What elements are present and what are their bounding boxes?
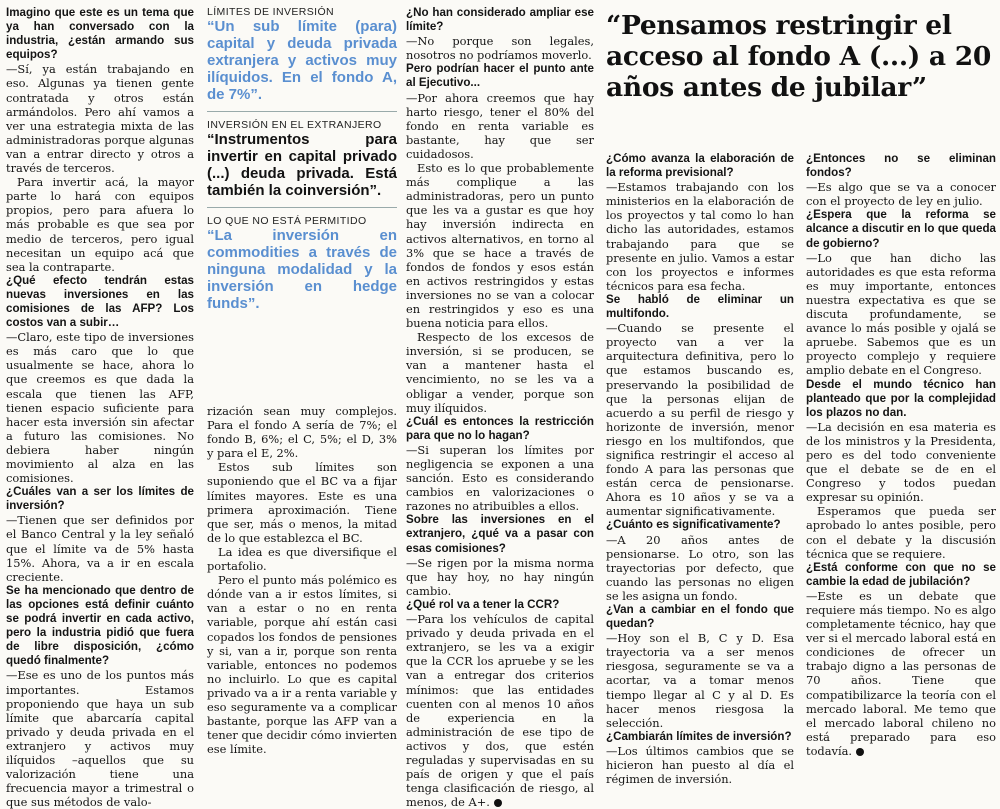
answer-paragraph: —Cuando se presente el proyecto van a ver la arquitectura definitiva, pero lo que estamos buscando es, preservando la posibilidad de que la personas elijan de acuerdo a su perfil de riesgo y horizonte de inversión, menor riesgo en los multifondos, que significa restringir el acceso al fondo A para las personas que están cerca de pensionarse. Ahora es 10 años y se va a aumentar significativamente. — [606, 321, 794, 519]
quote-box-label: LÍMITES DE INVERSIÓN — [207, 6, 335, 18]
answer-paragraph: La idea es que diversifique el portafolio. — [207, 544, 397, 574]
quote-box-limits — [207, 6, 397, 103]
answer-paragraph: —Tienen que ser definidos por el Banco Central y la ley señaló que el límite va de 5% hasta 15%. Ahora, va a ir en escala creciente. — [6, 513, 194, 584]
interview-question: ¿Qué efecto tendrán estas nuevas inversiones en las comisiones de las AFP? Los costos van a subir… — [6, 273, 194, 330]
quote-box-label: INVERSIÓN EN EL EXTRANJERO — [207, 119, 382, 131]
quote-box-not-allowed — [207, 215, 397, 312]
interview-question: ¿No han considerado ampliar ese límite? — [406, 6, 594, 34]
paragraph-text: —Para los vehículos de capital privado y deuda privada en el extranjero, se les va a exigir que la CCR los apruebe y se les van a entregar dos criterios mínimos: que las entidades cuenten con al menos 10 años de experiencia en la administración de ese tipo de activos y dos, que estén reguladas y supervisadas en su país de origen y que el país tenga clasificación de riesgo, al menos, de A+. — [406, 612, 594, 809]
answer-paragraph: —La decisión en esa materia es de los ministros y la Presidenta, pero es del todo conveniente que el debate se de en el Congreso y todos puedan expresar su opinión. — [806, 419, 996, 505]
answer-paragraph: —Es algo que se va a conocer con el proyecto de ley en julio. — [806, 180, 996, 209]
interview-question: Desde el mundo técnico han planteado que por la complejidad los plazos no dan. — [806, 377, 996, 419]
interview-question: Imagino que este es un tema que ya han conversado con la industria, ¿están armando sus equipos? — [6, 6, 194, 62]
answer-paragraph: —Por ahora creemos que hay harto riesgo, tener el 80% del fondo en renta variable es bastante, hay que ser cuidadosos. — [406, 90, 594, 161]
article-column-5 — [806, 152, 996, 758]
answer-paragraph: rización sean muy complejos. Para el fondo A sería de 7%; el fondo B, 6%; el C, 5%; el D, 3% y para el E, 2%. — [207, 404, 397, 461]
interview-question: ¿Cambiarán límites de inversión? — [606, 729, 792, 743]
interview-question: ¿Qué rol va a tener la CCR? — [406, 597, 560, 611]
answer-paragraph: —Claro, este tipo de inversiones es más caro que lo que usualmente se hace, ahora lo que creemos es que dada la escala que tienen las AFP, tienen espacio suficiente para hacer esta inversión sin afectar a futuro las comisiones. No debiera haber ningún movimiento al alza en las comisiones. — [6, 330, 194, 486]
interview-question: ¿Espera que la reforma se alcance a discutir en lo que queda de gobierno? — [806, 208, 996, 250]
pull-quote: “Un sub límite (para) capital y deuda privada extranjera y activos muy ilíquidos. En el fondo A, de 7%”. — [207, 18, 397, 103]
answer-paragraph: Pero el punto más polémico es dónde van a ir estos límites, si van a estar o no en renta variable, porque ahí están casi copados los fondos de pensiones y si, van a ir, porque son renta variable, entonces no podemos no incluirlo. Lo que es capital privado va a ir a renta variable y eso seguramente va a complicar bastante, porque las AFP van a tener que decidir cómo invierten ese límite. — [207, 573, 397, 757]
answer-paragraph — [406, 612, 594, 809]
answer-paragraph: Estos sub límites son suponiendo que el BC va a fijar límites mayores. Este es una primera aproximación. Tiene que ser, más o menos, la mitad de lo que establezca el BC. — [207, 460, 397, 545]
answer-paragraph: —A 20 años antes de pensionarse. Lo otro, son las trayectorias por defecto, que cuando las personas no eligen se les asigna un fondo. — [606, 532, 794, 603]
answer-paragraph: —Ese es uno de los puntos más importantes. Estamos proponiendo que haya un sub límite que abarcaría capital privado y deuda privada en el extranjero y activos muy ilíquidos –aquellos que su valorización tiene una frecuencia mayor a trimestral o que sus métodos de valo- — [6, 668, 194, 809]
quote-boxes-column — [207, 6, 397, 312]
interview-question: ¿Cómo avanza la elaboración de la reforma previsional? — [606, 152, 794, 180]
interview-question: ¿Cuáles van a ser los límites de inversión? — [6, 485, 194, 513]
pull-quote: “Instrumentos para invertir en capital privado (...) deuda privada. Está también la coinversión”. — [207, 131, 397, 199]
end-mark-icon — [856, 748, 864, 756]
quote-box-label: LO QUE NO ESTÁ PERMITIDO — [207, 215, 367, 227]
end-mark-icon — [494, 799, 502, 807]
interview-question: Pero podrían hacer el punto ante al Ejecutivo... — [406, 62, 594, 90]
interview-question: ¿Cuál es entonces la restricción para que no lo hagan? — [406, 414, 594, 442]
article-column-1 — [6, 6, 194, 809]
answer-paragraph: —Se rigen por la misma norma que hay hoy, no hay ningún cambio. — [406, 555, 594, 598]
interview-question: Se ha mencionado que dentro de las opciones está definir cuánto se podrá invertir en cada activo, pero la industria pidió que fuera de libre disposición, ¿cómo quedó finalmente? — [6, 583, 194, 668]
article-column-4 — [606, 152, 794, 786]
pull-quote: “La inversión en commodities a través de ninguna modalidad y la inversión en hedge funds”. — [207, 227, 397, 312]
divider — [207, 207, 397, 208]
answer-paragraph: Para invertir acá, la mayor parte lo hará con equipos propios, pero para afuera lo más probable es que sea por medio de terceros, pero igual necesitan un equipo acá que sea la contraparte. — [6, 175, 194, 274]
headline: “Pensamos restringir el acceso al fondo A (...) a 20 años antes de jubilar” — [606, 10, 991, 103]
answer-paragraph: —Los últimos cambios que se hicieron han puesto al día el régimen de inversión. — [606, 743, 794, 787]
interview-question: Se habló de eliminar un multifondo. — [606, 292, 794, 321]
interview-question: ¿Entonces no se eliminan fondos? — [806, 152, 996, 180]
answer-paragraph: —Si superan los límites por negligencia se exponen a una sanción. Esto es considerando cambios en valorizaciones o razones no atribuibles a ellos. — [406, 442, 594, 514]
interview-question: ¿Cuánto es significativamente? — [606, 518, 781, 532]
article-column-2 — [207, 404, 397, 756]
interview-question: Sobre las inversiones en el extranjero, ¿qué va a pasar con esas comisiones? — [406, 513, 594, 555]
answer-paragraph — [806, 589, 996, 758]
interview-question: ¿Van a cambiar en el fondo que quedan? — [606, 603, 794, 631]
answer-paragraph: Esperamos que pueda ser aprobado lo antes posible, pero con el debate y la discusión técnica que se requiere. — [806, 504, 996, 561]
answer-paragraph: —Sí, ya están trabajando en eso. Algunas ya tienen gente contratada y otros están armándolos. Pero ahí vamos a ver una estrategia mixta de las administradoras porque algunas van a entrar directo y otros a través de terceros. — [6, 62, 194, 176]
interview-question: ¿Está conforme con que no se cambie la edad de jubilación? — [806, 560, 996, 588]
answer-paragraph: Respecto de los excesos de inversión, si se producen, se van a mantener hasta el vencimiento, no se les va a obligar a vender, porque son muy ilíquidos. — [406, 330, 594, 415]
answer-paragraph: —No porque son legales, nosotros no podríamos moverlo. — [406, 34, 594, 63]
answer-paragraph: —Lo que han dicho las autoridades es que esta reforma es muy importante, entonces nuestra expectativa es que se discuta profundamente, se avance lo más posible y ojalá se apruebe. Sabemos que es un proyecto complejo y requiere amplio debate en el Congreso. — [806, 250, 996, 378]
quote-box-foreign — [207, 119, 397, 199]
answer-paragraph: Esto es lo que probablemente más complique a las administradoras, pero un punto que les va a gustar es que hoy hay inversión indirecta en activos alternativos, en torno al 3% que se hace a través de fondos de fondos y esos están en activos restringidos y estas inversiones no se van a colocar en restringidos y eso es una buena noticia para ellos. — [406, 161, 594, 331]
answer-paragraph: —Estamos trabajando con los ministerios en la elaboración de los proyectos y tal como lo han dicho las autoridades, estamos trabajando para que se presente en julio. Vamos a estar con los proyectos e informes técnicos para esa fecha. — [606, 180, 794, 293]
paragraph-text: —Este es un debate que requiere más tiempo. No es algo completamente técnico, hay que ver si el mercado laboral está en condiciones de ofrecer un trabajo digno a las personas de 70 años. Tiene que compatibilizarce la teoría con el mercado laboral. Me temo que el mercado laboral chileno no está preparado para eso todavía. — [806, 588, 996, 758]
answer-paragraph: —Hoy son el B, C y D. Esa trayectoria va a ser menos riesgosa, seguramente se va a acortar, va a tomar menos tiempo llegar al C y al D. Es hacer menos riesgosa la selección. — [606, 631, 794, 730]
divider — [207, 111, 397, 112]
article-column-3 — [406, 6, 594, 809]
